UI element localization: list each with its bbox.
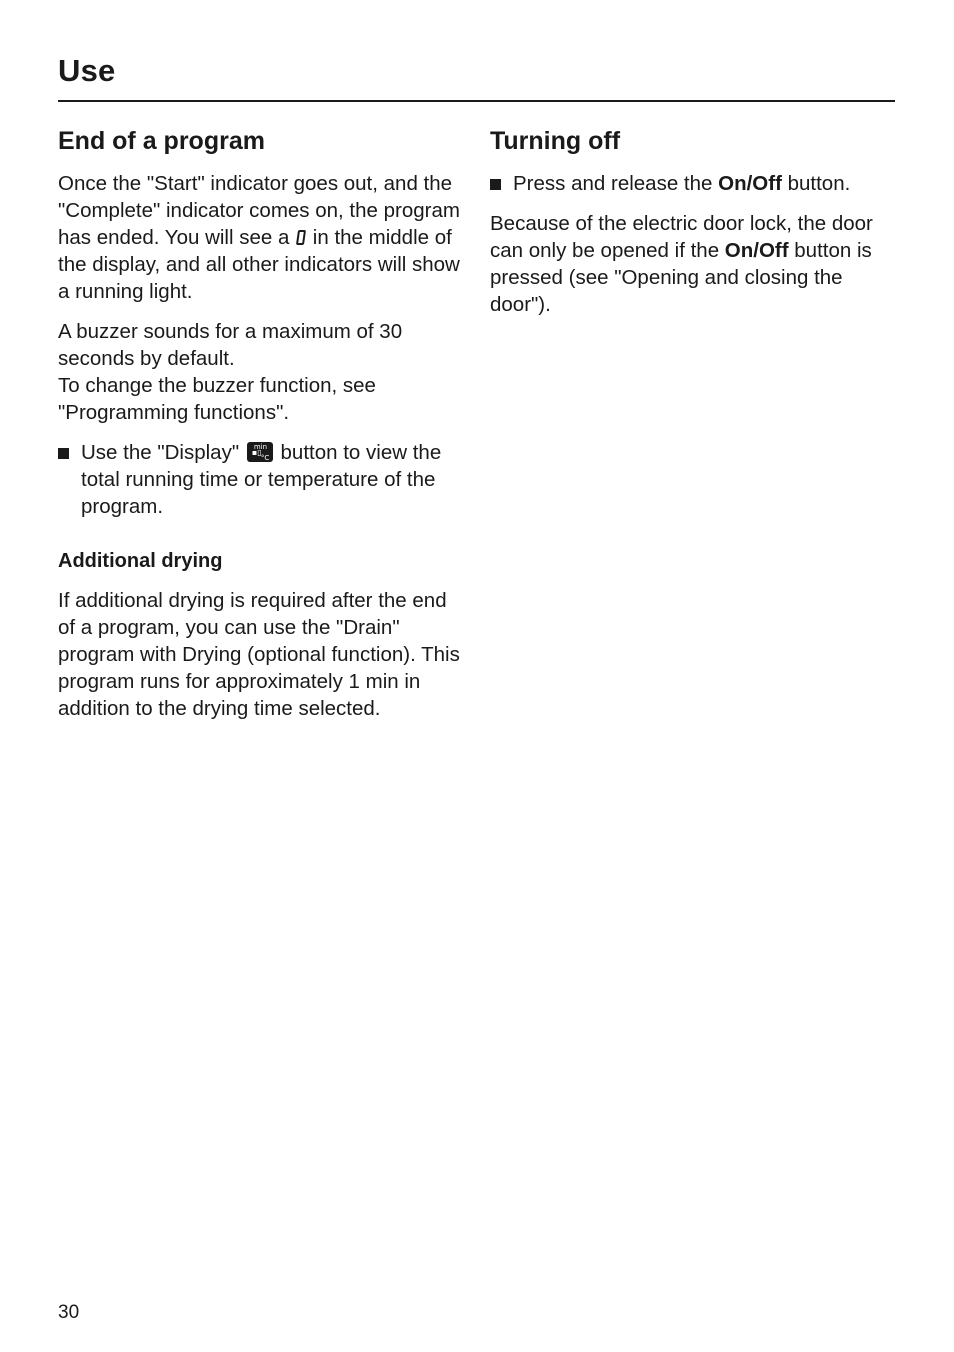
- bullet-text-before: Use the "Display": [81, 441, 240, 464]
- segment-zero-icon: [296, 230, 306, 245]
- page-header: [58, 52, 895, 90]
- bullet-square-icon: [58, 448, 69, 459]
- p1-text-before: Once the "Start" indicator goes out, and the "Complete" indicator comes on, the program has ended. You will see a: [58, 172, 460, 249]
- right-column: [490, 124, 895, 331]
- paragraph-additional-drying: If additional drying is required after the end of a program, you can use the "Drain" program with Drying (optional function). This program runs for approximately 1 min in addition to the drying time selected.: [58, 589, 460, 720]
- bullet-press-onoff: [490, 170, 895, 197]
- p1-text-after: in the middle of the display, and all other indicators will show a running light.: [58, 226, 460, 303]
- bullet-text-after: button to view the total running time or temperature of the program.: [81, 441, 442, 518]
- paragraph-program-ended: [58, 170, 463, 305]
- paragraph-buzzer: [58, 318, 463, 426]
- bullet-text-after: button.: [787, 172, 851, 195]
- left-column: [58, 124, 463, 735]
- page-title: Use: [58, 53, 116, 88]
- section-heading-end-of-program: End of a program: [58, 127, 265, 155]
- onoff-label: On/Off: [724, 239, 789, 262]
- page-number: 30: [58, 1302, 80, 1323]
- bullet-display-button: [58, 439, 463, 520]
- buzzer-line-2: To change the buzzer function, see "Programming functions".: [58, 374, 376, 424]
- door-lock-text-after: button is pressed (see "Opening and closing the door").: [490, 239, 872, 316]
- bullet-text-before: Press and release the: [513, 172, 713, 195]
- buzzer-line-1: A buzzer sounds for a maximum of 30 seconds by default.: [58, 320, 403, 370]
- paragraph-door-lock: [490, 210, 895, 318]
- bullet-square-icon: [490, 179, 501, 190]
- subheading-additional-drying: Additional drying: [58, 550, 223, 572]
- display-button-icon: min ▪▯ °C: [247, 442, 273, 462]
- header-divider: [58, 100, 895, 102]
- onoff-label: On/Off: [718, 172, 782, 195]
- door-lock-text-before: Because of the electric door lock, the door can only be opened if the: [490, 212, 873, 262]
- section-heading-turning-off: Turning off: [490, 127, 621, 155]
